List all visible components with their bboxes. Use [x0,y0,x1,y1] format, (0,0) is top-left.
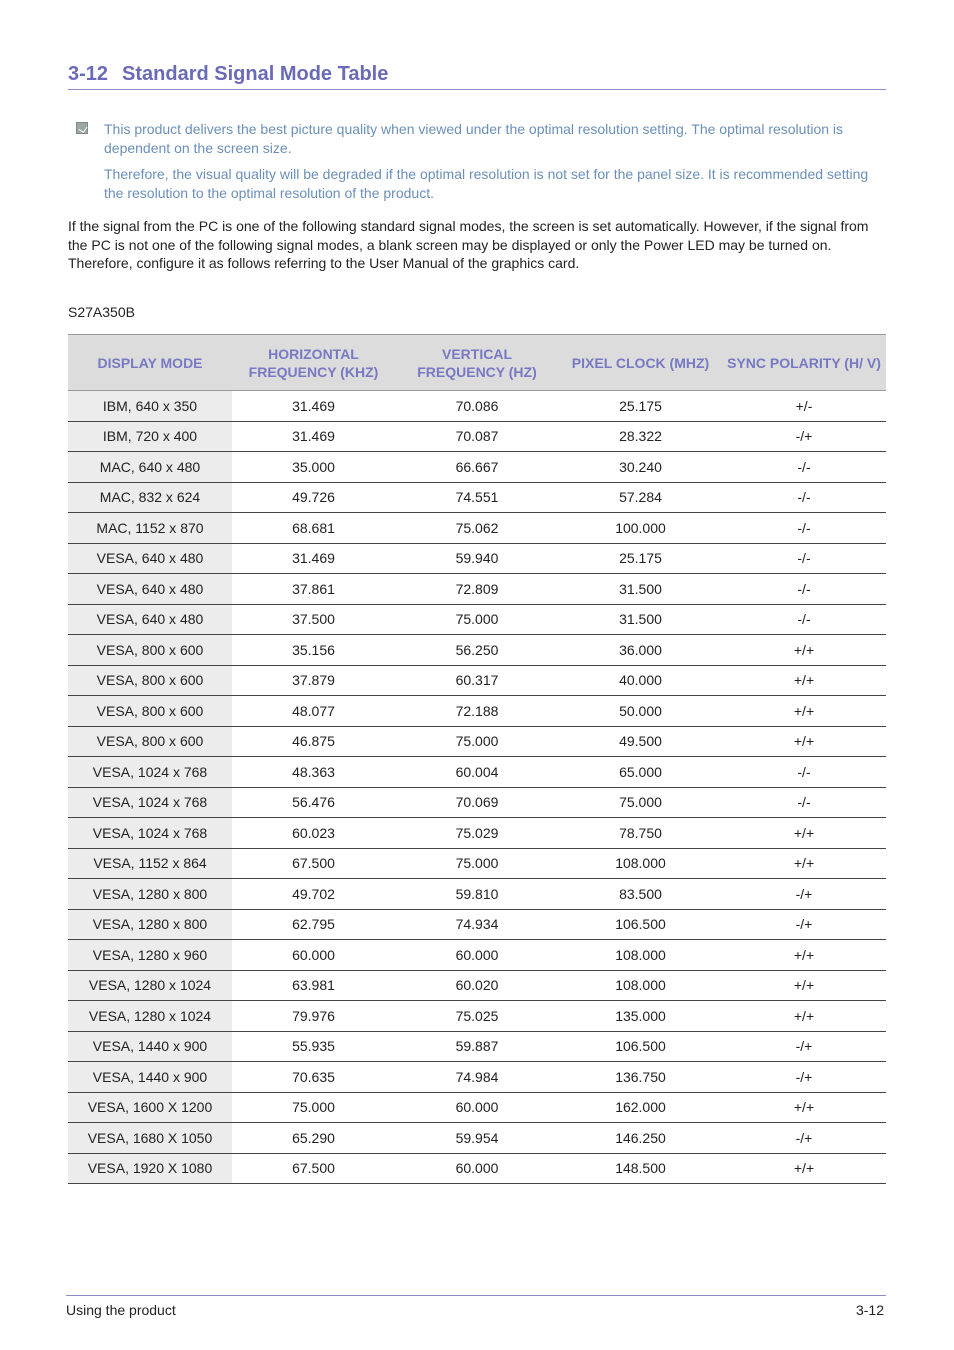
cell-horizontal-frequency: 31.469 [232,421,395,452]
cell-sync-polarity: +/+ [722,970,886,1001]
cell-vertical-frequency: 70.087 [395,421,559,452]
signal-mode-table [68,334,886,1184]
cell-display-mode: VESA, 1600 X 1200 [68,1092,232,1123]
cell-pixel-clock: 83.500 [559,879,722,910]
cell-pixel-clock: 162.000 [559,1092,722,1123]
cell-pixel-clock: 136.750 [559,1062,722,1093]
table-row [68,1123,886,1154]
cell-horizontal-frequency: 49.726 [232,482,395,513]
cell-pixel-clock: 28.322 [559,421,722,452]
header-display-mode: DISPLAY MODE [68,335,232,391]
cell-horizontal-frequency: 37.879 [232,665,395,696]
cell-pixel-clock: 30.240 [559,452,722,483]
cell-display-mode: VESA, 800 x 600 [68,665,232,696]
cell-display-mode: VESA, 640 x 480 [68,543,232,574]
cell-vertical-frequency: 56.250 [395,635,559,666]
cell-sync-polarity: -/+ [722,879,886,910]
cell-sync-polarity: +/+ [722,696,886,727]
cell-sync-polarity: +/+ [722,940,886,971]
cell-vertical-frequency: 75.025 [395,1001,559,1032]
cell-sync-polarity: +/+ [722,818,886,849]
cell-display-mode: VESA, 800 x 600 [68,696,232,727]
cell-horizontal-frequency: 37.500 [232,604,395,635]
cell-display-mode: MAC, 1152 x 870 [68,513,232,544]
table-row [68,909,886,940]
cell-sync-polarity: +/+ [722,1001,886,1032]
cell-sync-polarity: +/+ [722,1153,886,1184]
table-row [68,543,886,574]
cell-vertical-frequency: 59.940 [395,543,559,574]
cell-display-mode: VESA, 1152 x 864 [68,848,232,879]
cell-vertical-frequency: 60.000 [395,1092,559,1123]
cell-horizontal-frequency: 37.861 [232,574,395,605]
cell-vertical-frequency: 59.887 [395,1031,559,1062]
table-row [68,421,886,452]
note-paragraph: Therefore, the visual quality will be degraded if the optimal resolution is not set for the panel size. It is recommended setting the resolution to the optimal resolution of the product. [104,166,869,201]
cell-display-mode: VESA, 1440 x 900 [68,1031,232,1062]
table-row [68,482,886,513]
cell-horizontal-frequency: 35.156 [232,635,395,666]
header-sync-polarity: SYNC POLARITY (H/ V) [722,335,886,391]
cell-horizontal-frequency: 49.702 [232,879,395,910]
cell-pixel-clock: 31.500 [559,574,722,605]
cell-pixel-clock: 25.175 [559,391,722,422]
cell-vertical-frequency: 75.062 [395,513,559,544]
table-row [68,1001,886,1032]
cell-display-mode: VESA, 1680 X 1050 [68,1123,232,1154]
table-row [68,513,886,544]
cell-display-mode: VESA, 1024 x 768 [68,787,232,818]
table-row [68,848,886,879]
cell-pixel-clock: 75.000 [559,787,722,818]
cell-sync-polarity: +/+ [722,848,886,879]
cell-horizontal-frequency: 31.469 [232,391,395,422]
cell-display-mode: VESA, 1024 x 768 [68,818,232,849]
cell-horizontal-frequency: 60.023 [232,818,395,849]
table-body [68,391,886,1184]
table-row [68,970,886,1001]
table-row [68,726,886,757]
note-box [76,120,886,210]
cell-horizontal-frequency: 31.469 [232,543,395,574]
cell-horizontal-frequency: 55.935 [232,1031,395,1062]
cell-pixel-clock: 108.000 [559,940,722,971]
cell-display-mode: VESA, 640 x 480 [68,574,232,605]
cell-display-mode: VESA, 1280 x 1024 [68,1001,232,1032]
cell-pixel-clock: 40.000 [559,665,722,696]
cell-sync-polarity: -/- [722,452,886,483]
table-row [68,879,886,910]
cell-sync-polarity: -/- [722,787,886,818]
section-title [68,62,886,90]
model-name: S27A350B [68,304,135,320]
cell-display-mode: VESA, 1280 x 960 [68,940,232,971]
section-title-text: Standard Signal Mode Table [122,63,389,85]
section-number: 3-12 [68,63,109,85]
cell-display-mode: MAC, 640 x 480 [68,452,232,483]
cell-display-mode: VESA, 800 x 600 [68,635,232,666]
cell-horizontal-frequency: 62.795 [232,909,395,940]
cell-pixel-clock: 36.000 [559,635,722,666]
footer-chapter: Using the product [66,1302,176,1318]
cell-sync-polarity: -/+ [722,1062,886,1093]
header-pixel-clock: PIXEL CLOCK (MHZ) [559,335,722,391]
table-row [68,940,886,971]
cell-pixel-clock: 50.000 [559,696,722,727]
footer-page-number: 3-12 [855,1302,884,1318]
table-row [68,1031,886,1062]
table-row [68,665,886,696]
cell-pixel-clock: 49.500 [559,726,722,757]
cell-horizontal-frequency: 35.000 [232,452,395,483]
cell-pixel-clock: 106.500 [559,1031,722,1062]
cell-pixel-clock: 65.000 [559,757,722,788]
cell-display-mode: MAC, 832 x 624 [68,482,232,513]
table-row [68,391,886,422]
cell-display-mode: IBM, 720 x 400 [68,421,232,452]
cell-display-mode: VESA, 1280 x 1024 [68,970,232,1001]
cell-sync-polarity: +/+ [722,635,886,666]
table-row [68,452,886,483]
cell-horizontal-frequency: 56.476 [232,787,395,818]
table-row [68,1062,886,1093]
cell-pixel-clock: 106.500 [559,909,722,940]
table-row [68,696,886,727]
cell-vertical-frequency: 74.551 [395,482,559,513]
table-row [68,757,886,788]
cell-vertical-frequency: 75.000 [395,848,559,879]
cell-sync-polarity: -/- [722,543,886,574]
cell-display-mode: VESA, 640 x 480 [68,604,232,635]
cell-sync-polarity: +/- [722,391,886,422]
table-row [68,574,886,605]
table-header-row [68,335,886,391]
cell-horizontal-frequency: 68.681 [232,513,395,544]
cell-sync-polarity: -/+ [722,1031,886,1062]
table-row [68,818,886,849]
cell-sync-polarity: -/- [722,757,886,788]
cell-horizontal-frequency: 65.290 [232,1123,395,1154]
cell-display-mode: VESA, 800 x 600 [68,726,232,757]
cell-display-mode: VESA, 1920 X 1080 [68,1153,232,1184]
cell-horizontal-frequency: 48.077 [232,696,395,727]
table-row [68,1092,886,1123]
cell-vertical-frequency: 75.029 [395,818,559,849]
cell-horizontal-frequency: 67.500 [232,1153,395,1184]
note-paragraph: This product delivers the best picture quality when viewed under the optimal resolution setting. The optimal resolution is dependent on the screen size. [104,121,844,156]
cell-sync-polarity: +/+ [722,665,886,696]
cell-horizontal-frequency: 60.000 [232,940,395,971]
cell-vertical-frequency: 70.086 [395,391,559,422]
cell-sync-polarity: -/- [722,604,886,635]
cell-vertical-frequency: 60.020 [395,970,559,1001]
cell-display-mode: VESA, 1280 x 800 [68,909,232,940]
cell-horizontal-frequency: 63.981 [232,970,395,1001]
cell-horizontal-frequency: 48.363 [232,757,395,788]
cell-pixel-clock: 31.500 [559,604,722,635]
cell-pixel-clock: 148.500 [559,1153,722,1184]
cell-pixel-clock: 78.750 [559,818,722,849]
cell-vertical-frequency: 75.000 [395,604,559,635]
cell-pixel-clock: 100.000 [559,513,722,544]
cell-horizontal-frequency: 46.875 [232,726,395,757]
cell-sync-polarity: -/- [722,513,886,544]
cell-horizontal-frequency: 79.976 [232,1001,395,1032]
cell-sync-polarity: +/+ [722,1092,886,1123]
table-row [68,1153,886,1184]
cell-vertical-frequency: 74.984 [395,1062,559,1093]
cell-vertical-frequency: 66.667 [395,452,559,483]
header-vertical-frequency: VERTICAL FREQUENCY (HZ) [395,335,559,391]
cell-display-mode: VESA, 1024 x 768 [68,757,232,788]
cell-pixel-clock: 108.000 [559,970,722,1001]
cell-vertical-frequency: 59.954 [395,1123,559,1154]
table-row [68,635,886,666]
intro-paragraph: If the signal from the PC is one of the following standard signal modes, the screen is set automatically. However, if the signal from the PC is not one of the following signal modes, a blank screen may be displayed or only the Power LED may be turned on. Therefore, configure it as follows referring to the User Manual of the graphics card. [68,218,869,271]
note-icon [76,122,88,134]
cell-vertical-frequency: 75.000 [395,726,559,757]
cell-vertical-frequency: 72.809 [395,574,559,605]
cell-vertical-frequency: 59.810 [395,879,559,910]
cell-vertical-frequency: 72.188 [395,696,559,727]
cell-sync-polarity: -/- [722,574,886,605]
cell-sync-polarity: -/+ [722,909,886,940]
cell-pixel-clock: 135.000 [559,1001,722,1032]
cell-horizontal-frequency: 75.000 [232,1092,395,1123]
cell-sync-polarity: +/+ [722,726,886,757]
cell-horizontal-frequency: 67.500 [232,848,395,879]
cell-pixel-clock: 108.000 [559,848,722,879]
cell-display-mode: IBM, 640 x 350 [68,391,232,422]
cell-sync-polarity: -/+ [722,1123,886,1154]
cell-pixel-clock: 146.250 [559,1123,722,1154]
cell-display-mode: VESA, 1440 x 900 [68,1062,232,1093]
cell-display-mode: VESA, 1280 x 800 [68,879,232,910]
header-horizontal-frequency: HORIZONTAL FREQUENCY (KHZ) [232,335,395,391]
cell-vertical-frequency: 60.000 [395,940,559,971]
cell-sync-polarity: -/+ [722,421,886,452]
cell-vertical-frequency: 60.000 [395,1153,559,1184]
cell-pixel-clock: 57.284 [559,482,722,513]
cell-vertical-frequency: 60.317 [395,665,559,696]
table-row [68,787,886,818]
cell-vertical-frequency: 60.004 [395,757,559,788]
table-row [68,604,886,635]
cell-sync-polarity: -/- [722,482,886,513]
cell-vertical-frequency: 74.934 [395,909,559,940]
cell-horizontal-frequency: 70.635 [232,1062,395,1093]
cell-pixel-clock: 25.175 [559,543,722,574]
cell-vertical-frequency: 70.069 [395,787,559,818]
page-footer [66,1295,886,1318]
